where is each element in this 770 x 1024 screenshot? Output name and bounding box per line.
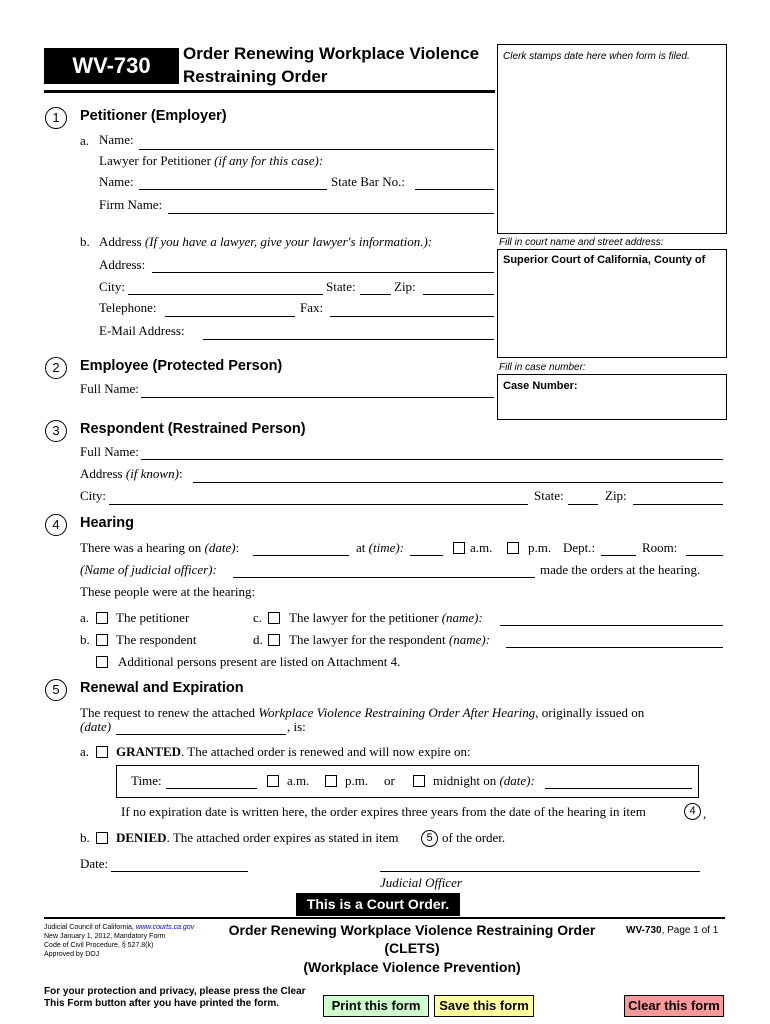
footer-title-2: (CLETS) xyxy=(384,940,440,956)
judicial-officer-field[interactable] xyxy=(233,577,535,578)
dept-field[interactable] xyxy=(601,555,636,556)
granted-checkbox[interactable] xyxy=(96,746,108,758)
s1-address-label: Address: xyxy=(99,257,146,272)
s4-people-label: These people were at the hearing: xyxy=(80,584,256,599)
s4-additional-label: Additional persons present are listed on Attachment 4. xyxy=(118,654,401,669)
s4-lawyer-pet-label: The lawyer for the petitioner (name): xyxy=(289,610,483,625)
petitioner-address-field[interactable] xyxy=(152,272,494,273)
section-3-title: Respondent (Restrained Person) xyxy=(80,421,306,437)
midnight-checkbox[interactable] xyxy=(413,775,425,787)
form-title-line2: Restraining Order xyxy=(183,67,328,86)
exp-pm-checkbox[interactable] xyxy=(325,775,337,787)
issued-date-field[interactable] xyxy=(116,734,286,735)
judicial-officer-signature-field[interactable] xyxy=(380,871,700,872)
s5-b-label: b. xyxy=(80,830,90,845)
s4-b-label: b. xyxy=(80,632,90,647)
s5-date-label: Date: xyxy=(80,856,109,871)
state-bar-field[interactable] xyxy=(415,189,494,190)
respondent-name-field[interactable] xyxy=(141,459,723,460)
petitioner-city-field[interactable] xyxy=(128,294,323,295)
am-checkbox[interactable] xyxy=(453,542,465,554)
s5-of-order: of the order. xyxy=(442,830,506,845)
room-field[interactable] xyxy=(686,555,723,556)
s5-date-note: (date) xyxy=(80,719,112,734)
hearing-time-field[interactable] xyxy=(410,555,443,556)
courts-link[interactable]: www.courts.ca.gov xyxy=(135,924,195,931)
petitioner-zip-field[interactable] xyxy=(423,294,494,295)
s1-name-label: Name: xyxy=(99,132,134,147)
respondent-present-checkbox[interactable] xyxy=(96,634,108,646)
s5-a-label: a. xyxy=(80,744,90,759)
s1-fax-label: Fax: xyxy=(300,300,324,315)
s1-lawyer-name-label: Name: xyxy=(99,174,134,189)
respondent-zip-field[interactable] xyxy=(633,504,723,505)
employee-name-field[interactable] xyxy=(141,397,494,398)
footer-approved: Approved by DOJ xyxy=(44,951,100,958)
item-number-3: 3 xyxy=(45,420,67,442)
privacy-note-2: This Form button after you have printed the form. xyxy=(44,998,280,1009)
expiration-time-field[interactable] xyxy=(166,788,257,789)
s5-no-exp-text: If no expiration date is written here, the order expires three years from the date of the hearing in item xyxy=(121,804,646,819)
petitioner-present-checkbox[interactable] xyxy=(96,612,108,624)
s4-am-label: a.m. xyxy=(470,540,493,555)
s5-am-label: a.m. xyxy=(287,773,310,788)
form-title-line1: Order Renewing Workplace Violence xyxy=(183,44,480,63)
s1-address-heading: Address (If you have a lawyer, give your lawyer's information.): xyxy=(99,234,433,249)
s4-c-label: c. xyxy=(253,610,263,625)
court-name-label: Superior Court of California, County of xyxy=(503,254,706,266)
clerk-stamp-box xyxy=(497,44,727,234)
s1-city-label: City: xyxy=(99,279,126,294)
s4-at-label: at (time): xyxy=(356,540,405,555)
s1-zip-label: Zip: xyxy=(394,279,416,294)
petitioner-name-field[interactable] xyxy=(139,149,494,150)
s4-made-label: made the orders at the hearing. xyxy=(540,562,701,577)
s5-pm-label: p.m. xyxy=(345,773,369,788)
footer-code: Code of Civil Procedure, § 527.8(k) xyxy=(44,942,154,949)
header-rule xyxy=(44,90,495,93)
s5-time-label: Time: xyxy=(131,773,162,788)
footer-title-1: Order Renewing Workplace Violence Restraining Order xyxy=(228,922,596,938)
s5-or-label: or xyxy=(384,773,395,788)
respondent-city-field[interactable] xyxy=(109,504,528,505)
s5-judicial-officer-label: Judicial Officer xyxy=(380,875,462,890)
footer-rule xyxy=(44,917,725,919)
signature-date-field[interactable] xyxy=(111,871,248,872)
section-1-title: Petitioner (Employer) xyxy=(80,108,227,124)
s1-bar-label: State Bar No.: xyxy=(331,174,406,189)
s4-d-label: d. xyxy=(253,632,263,647)
s5-denied-text: DENIED. The attached order expires as stated in item xyxy=(116,830,399,845)
section-2-title: Employee (Protected Person) xyxy=(80,358,283,374)
exp-am-checkbox[interactable] xyxy=(267,775,279,787)
s1-state-label: State: xyxy=(326,279,356,294)
item-number-4: 4 xyxy=(45,514,67,536)
lawyer-name-field[interactable] xyxy=(139,189,327,190)
additional-persons-checkbox[interactable] xyxy=(96,656,108,668)
s5-midnight-label: midnight on (date): xyxy=(433,773,535,788)
s1-tel-label: Telephone: xyxy=(99,300,157,315)
s1-a-label: a. xyxy=(80,133,90,148)
s4-lawyer-resp-label: The lawyer for the respondent (name): xyxy=(289,632,491,647)
s4-pm-label: p.m. xyxy=(528,540,552,555)
court-order-banner: This is a Court Order. xyxy=(296,893,460,916)
footer-page: WV-730, Page 1 of 1 xyxy=(626,925,719,936)
s5-request-text: The request to renew the attached Workplace Violence Restraining Order After Hearing, originally issued on xyxy=(80,705,645,720)
item-ref-4: 4 xyxy=(684,803,701,820)
petitioner-state-field[interactable] xyxy=(360,294,391,295)
s1-lawyer-label: Lawyer for Petitioner (if any for this case): xyxy=(99,153,324,168)
s4-judicial-label: (Name of judicial officer): xyxy=(80,562,217,577)
s4-respondent-label: The respondent xyxy=(116,632,197,647)
item-number-1: 1 xyxy=(45,107,67,129)
item-number-5: 5 xyxy=(45,679,67,701)
s2-full-name-label: Full Name: xyxy=(80,381,139,396)
footer-council: Judicial Council of California, www.courts.ca.gov xyxy=(44,924,195,931)
item-ref-5: 5 xyxy=(421,830,438,847)
s5-granted-text: GRANTED. The attached order is renewed and will now expire on: xyxy=(116,744,471,759)
print-button[interactable]: Print this form xyxy=(323,995,429,1017)
s1-firm-label: Firm Name: xyxy=(99,197,163,212)
s3-zip-label: Zip: xyxy=(605,488,627,503)
lawyer-respondent-name-field[interactable] xyxy=(506,647,723,648)
s3-full-name-label: Full Name: xyxy=(80,444,139,459)
form-id-box: WV-730 xyxy=(44,48,179,84)
denied-checkbox[interactable] xyxy=(96,832,108,844)
s5-comma: , xyxy=(703,806,707,821)
court-fill-label: Fill in court name and street address: xyxy=(499,237,664,248)
case-fill-label: Fill in case number: xyxy=(499,362,586,373)
s4-a-label: a. xyxy=(80,610,90,625)
respondent-address-field[interactable] xyxy=(193,482,723,483)
hearing-date-field[interactable] xyxy=(253,555,349,556)
lawyer-petitioner-name-field[interactable] xyxy=(500,625,723,626)
lawyer-petitioner-checkbox[interactable] xyxy=(268,612,280,624)
fax-field[interactable] xyxy=(330,316,494,317)
s1-email-label: E-Mail Address: xyxy=(99,323,185,338)
s3-state-label: State: xyxy=(534,488,564,503)
footer-new: New January 1, 2012, Mandatory Form xyxy=(44,933,166,940)
privacy-note-1: For your protection and privacy, please press the Clear xyxy=(44,986,306,997)
clear-button[interactable]: Clear this form xyxy=(624,995,724,1017)
section-4-title: Hearing xyxy=(80,515,134,531)
lawyer-respondent-checkbox[interactable] xyxy=(268,634,280,646)
telephone-field[interactable] xyxy=(165,316,295,317)
pm-checkbox[interactable] xyxy=(507,542,519,554)
clerk-note: Clerk stamps date here when form is filed. xyxy=(503,51,690,62)
save-button[interactable]: Save this form xyxy=(434,995,534,1017)
s4-dept-label: Dept.: xyxy=(563,540,596,555)
email-field[interactable] xyxy=(203,339,494,340)
s4-petitioner-label: The petitioner xyxy=(116,610,190,625)
s3-address-label: Address (if known): xyxy=(80,466,183,481)
s1-b-label: b. xyxy=(80,234,90,249)
firm-name-field[interactable] xyxy=(168,213,494,214)
s3-city-label: City: xyxy=(80,488,107,503)
item-number-2: 2 xyxy=(45,357,67,379)
respondent-state-field[interactable] xyxy=(568,504,598,505)
section-5-title: Renewal and Expiration xyxy=(80,680,244,696)
s5-is-label: , is: xyxy=(287,719,306,734)
footer-title-3: (Workplace Violence Prevention) xyxy=(303,959,521,975)
s4-hearing-label: There was a hearing on (date): xyxy=(80,540,240,555)
expiration-box xyxy=(116,765,699,798)
s4-room-label: Room: xyxy=(642,540,678,555)
expiration-date-field[interactable] xyxy=(545,788,692,789)
case-number-label: Case Number: xyxy=(503,380,578,392)
